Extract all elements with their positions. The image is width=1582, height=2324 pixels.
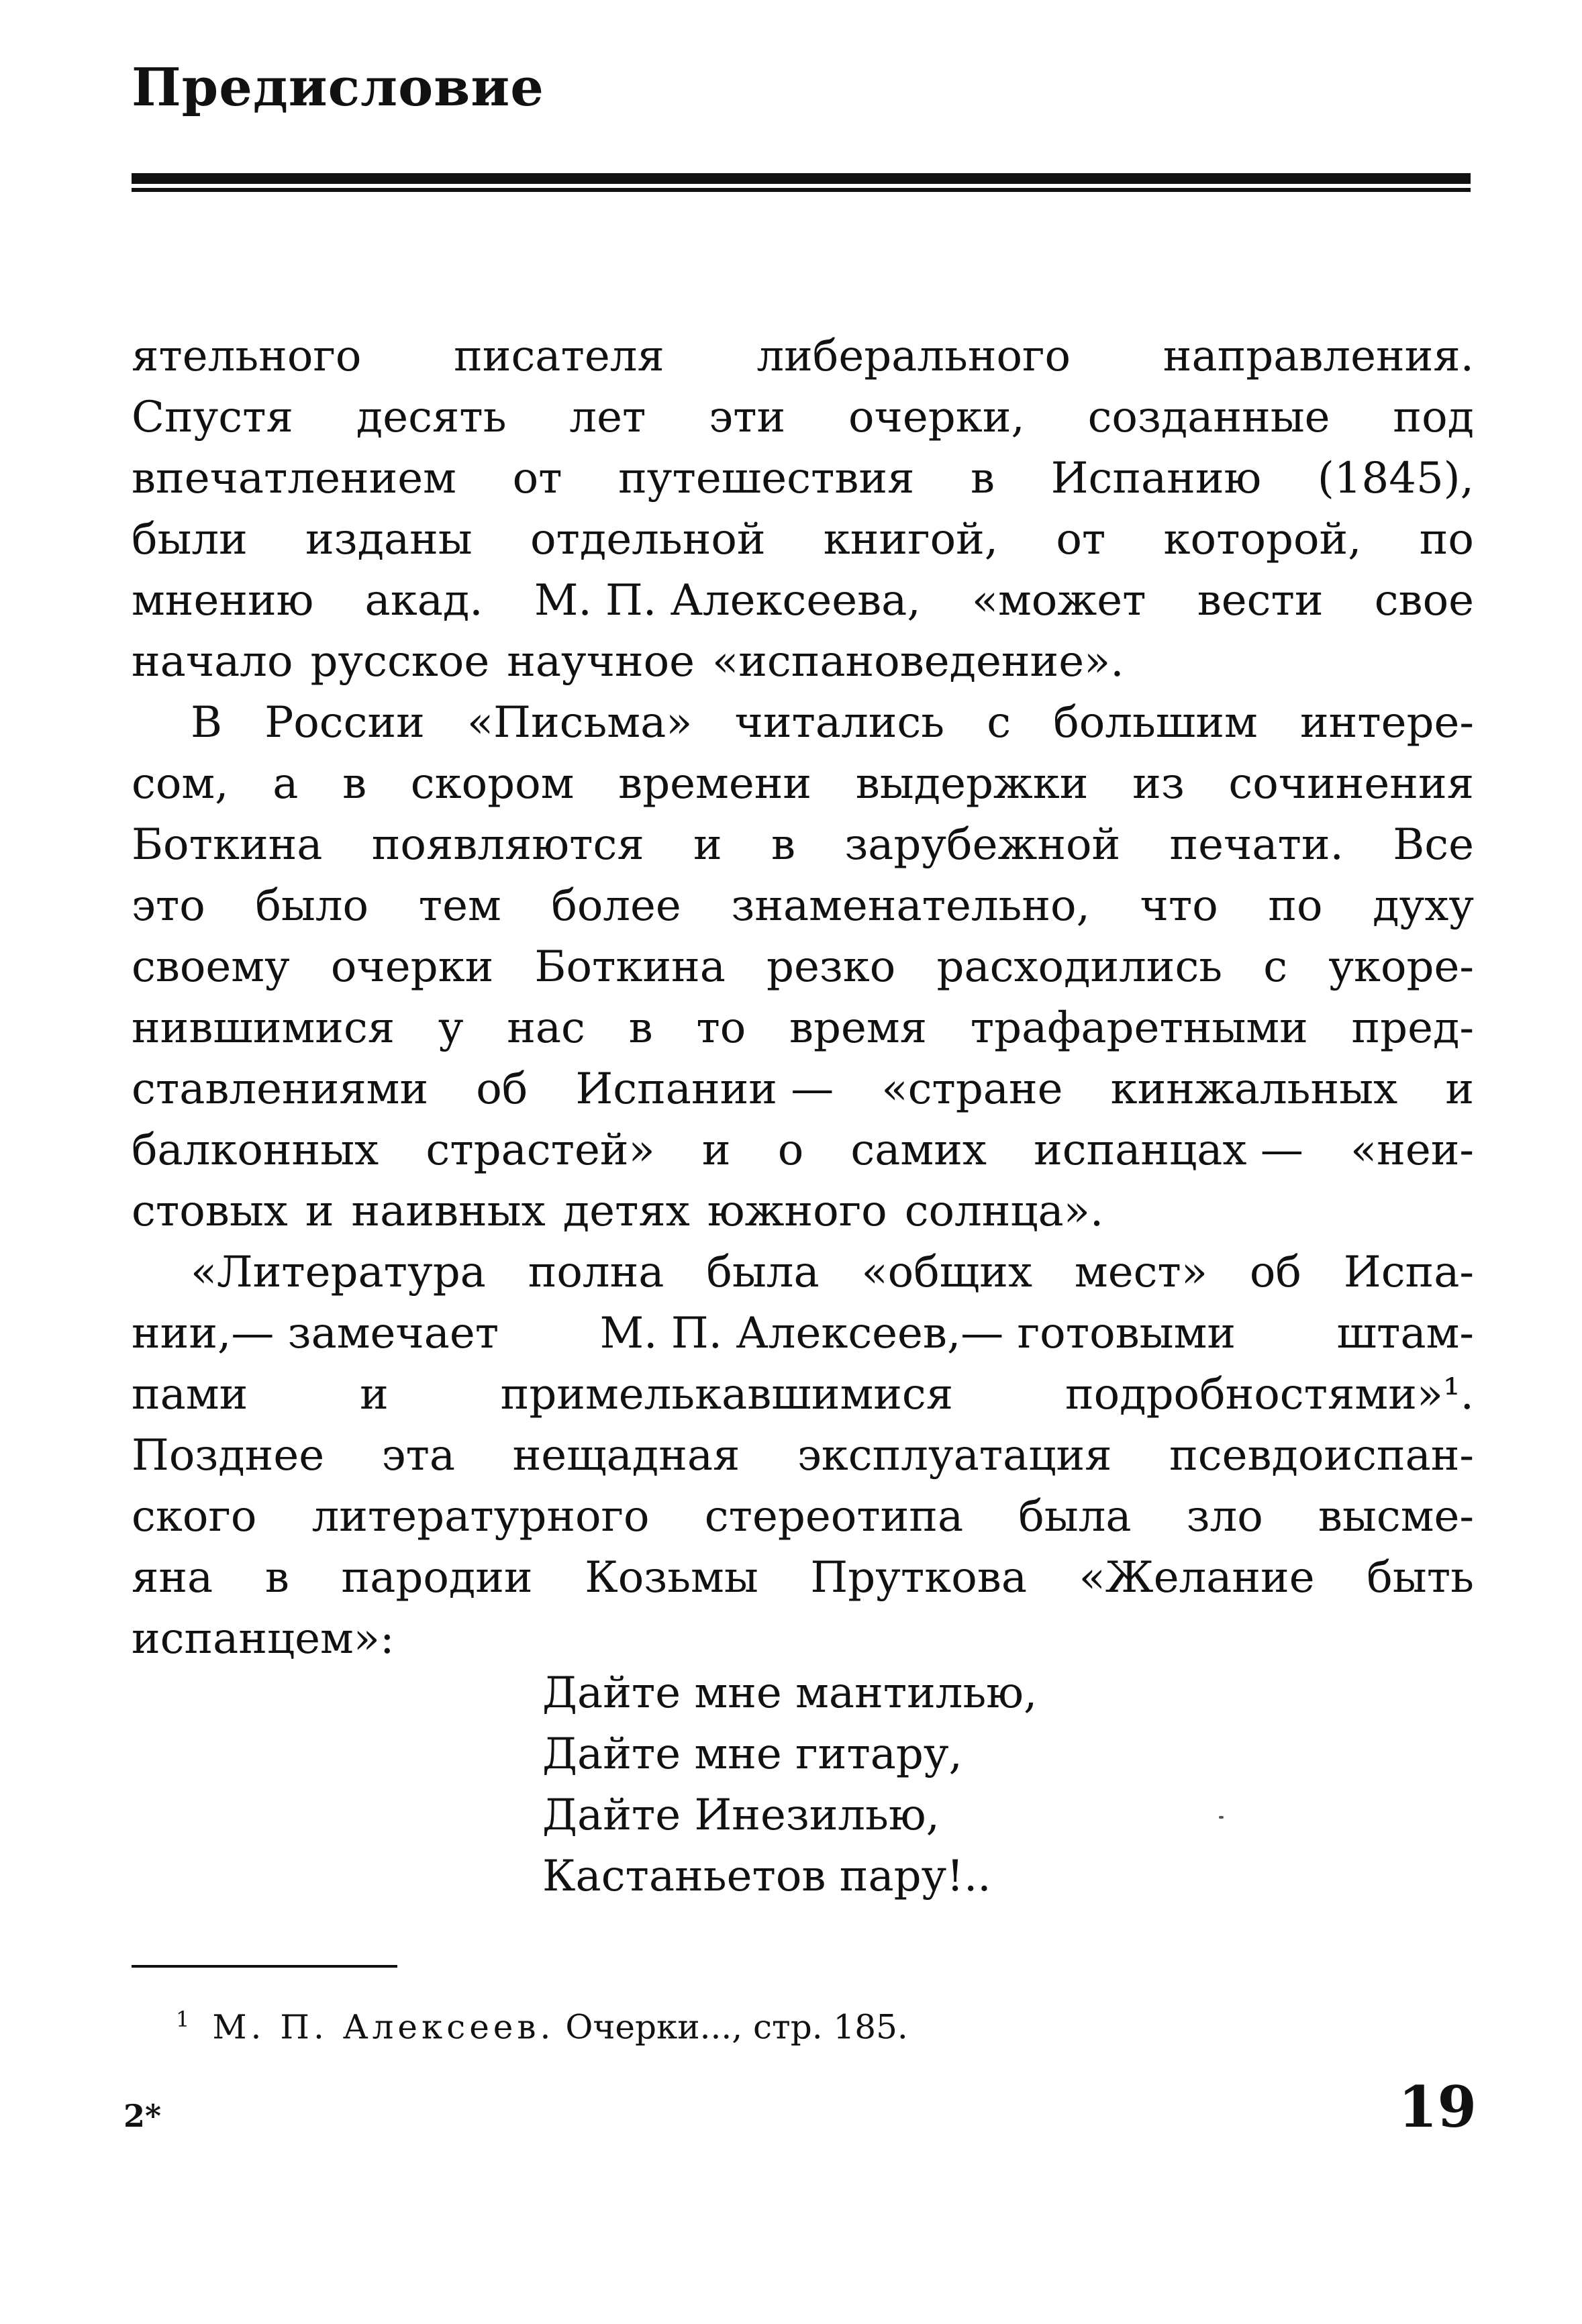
body-word: наивных — [351, 1186, 546, 1236]
body-word: русское — [310, 637, 490, 687]
body-word: была — [706, 1248, 820, 1297]
body-word: и — [1445, 1064, 1474, 1114]
header-rule-thin — [132, 188, 1471, 192]
body-word: нии,— замечает — [132, 1309, 499, 1358]
body-word: полна — [528, 1248, 664, 1297]
body-word: более — [551, 881, 681, 931]
body-word: сом, — [132, 759, 229, 809]
body-word: страстей» — [426, 1125, 655, 1175]
body-word: Боткина — [534, 942, 726, 992]
body-word: вести — [1197, 576, 1324, 625]
body-word: по — [1419, 515, 1474, 564]
body-word: от — [1056, 515, 1106, 564]
verse-quote — [542, 1663, 1037, 1907]
body-word: книгой, — [823, 515, 999, 564]
body-word: об — [1249, 1248, 1301, 1297]
body-word: было — [255, 881, 369, 931]
body-word: Испанию — [1050, 454, 1262, 503]
body-word: кинжальных — [1110, 1064, 1398, 1114]
body-word: что — [1140, 881, 1218, 931]
body-word: расходились — [936, 942, 1223, 992]
body-word: пародии — [341, 1553, 533, 1603]
body-word: появляются — [371, 820, 644, 870]
print-speck — [1219, 1816, 1224, 1819]
body-word: и — [360, 1370, 389, 1419]
body-word: изданы — [305, 515, 473, 564]
footnote-rule — [132, 1965, 397, 1968]
body-word: в — [628, 1003, 653, 1053]
body-word: либерального — [756, 332, 1071, 381]
body-word: читались — [734, 698, 945, 748]
body-word: отдельной — [530, 515, 766, 564]
body-word: была — [1018, 1492, 1132, 1542]
body-word: нас — [507, 1003, 585, 1053]
body-word: Позднее — [132, 1431, 325, 1480]
body-word: Козьмы — [585, 1553, 758, 1603]
body-word: укоре- — [1328, 942, 1474, 992]
body-word: трафаретными — [970, 1003, 1308, 1053]
body-word: «неи- — [1350, 1125, 1474, 1175]
body-line — [132, 876, 1474, 937]
body-word: «стране — [881, 1064, 1063, 1114]
body-line — [132, 570, 1474, 631]
body-word: эксплуатация — [797, 1431, 1112, 1480]
body-line — [132, 998, 1474, 1059]
body-word: научное — [507, 637, 695, 687]
body-word: выдержки — [855, 759, 1089, 809]
body-word: М. П. Алексеев,— готовыми — [599, 1309, 1236, 1358]
body-word: высме- — [1318, 1492, 1474, 1542]
body-line — [132, 937, 1474, 998]
body-word: большим — [1053, 698, 1258, 748]
body-word: «Письма» — [466, 698, 693, 748]
body-word: зло — [1186, 1492, 1263, 1542]
body-word: у — [438, 1003, 464, 1053]
body-word: «Желание — [1079, 1553, 1315, 1603]
body-word: впечатлением — [132, 454, 456, 503]
body-word: пред- — [1351, 1003, 1474, 1053]
body-word: очерки — [330, 942, 494, 992]
body-word: в — [264, 1553, 289, 1603]
body-word: южного — [707, 1186, 887, 1236]
body-word: из — [1132, 759, 1185, 809]
body-word: Испа- — [1343, 1248, 1474, 1297]
body-word: ятельного — [132, 332, 362, 381]
body-word: детях — [562, 1186, 690, 1236]
body-word: созданные — [1087, 393, 1330, 442]
body-line — [132, 1181, 1474, 1242]
body-line — [132, 1425, 1474, 1486]
body-word: (1845), — [1317, 454, 1474, 503]
body-word: лет — [569, 393, 646, 442]
body-word: время — [789, 1003, 927, 1053]
body-word: печати. — [1169, 820, 1344, 870]
body-word: очерки, — [848, 393, 1025, 442]
body-word: Спустя — [132, 393, 293, 442]
body-word: по — [1268, 881, 1323, 931]
body-word: интере- — [1299, 698, 1474, 748]
body-word: М. П. Алексеева, — [534, 576, 921, 625]
body-word: пами — [132, 1370, 248, 1419]
body-word: России — [264, 698, 425, 748]
body-text — [132, 326, 1474, 1670]
body-word: эта — [381, 1431, 456, 1480]
body-word: Боткина — [132, 820, 323, 870]
body-word: в — [971, 454, 995, 503]
body-word: «общих — [861, 1248, 1032, 1297]
body-word: мест» — [1074, 1248, 1207, 1297]
body-line — [132, 1059, 1474, 1120]
body-word: литературного — [311, 1492, 650, 1542]
body-word: времени — [618, 759, 811, 809]
body-word: писателя — [454, 332, 664, 381]
body-word: с — [1263, 942, 1288, 992]
body-word: с — [987, 698, 1011, 748]
body-line — [132, 815, 1474, 876]
body-word: стовых — [132, 1186, 288, 1236]
body-word: испанцах — — [1034, 1125, 1303, 1175]
footnote-mark: 1 — [176, 2007, 190, 2032]
body-word: свое — [1374, 576, 1474, 625]
body-line — [132, 1364, 1474, 1425]
body-line — [132, 387, 1474, 448]
body-word: акад. — [364, 576, 483, 625]
verse-line: Дайте Инезилью, — [542, 1790, 940, 1840]
body-word: балконных — [132, 1125, 379, 1175]
body-word: знаменательно, — [731, 881, 1090, 931]
body-line — [132, 1548, 1474, 1609]
body-word: путешествия — [618, 454, 915, 503]
body-word: «Литература — [191, 1248, 486, 1297]
page-number: 19 — [1398, 2074, 1477, 2140]
footnote-text: Очерки..., стр. 185. — [565, 2007, 908, 2047]
body-word: нещадная — [512, 1431, 740, 1480]
body-word: подробностями»¹. — [1065, 1370, 1474, 1419]
body-word: испанцем»: — [132, 1614, 395, 1664]
body-word: и — [693, 820, 722, 870]
verse-line: Кастаньетов пару!.. — [542, 1852, 991, 1901]
body-word: Испании — — [575, 1064, 834, 1114]
body-word: сочинения — [1228, 759, 1474, 809]
body-line — [132, 1242, 1474, 1303]
body-word: а — [273, 759, 299, 809]
body-word: ского — [132, 1492, 257, 1542]
body-word: эти — [709, 393, 786, 442]
body-word: и — [701, 1125, 731, 1175]
body-word: быть — [1367, 1553, 1474, 1603]
body-word: нившимися — [132, 1003, 395, 1053]
body-line — [132, 693, 1474, 754]
body-line — [132, 509, 1474, 570]
footnote — [176, 2007, 908, 2047]
body-word: стереотипа — [704, 1492, 964, 1542]
body-word: солнца». — [904, 1186, 1104, 1236]
verse-line: Дайте мне гитару, — [542, 1729, 962, 1779]
body-line — [132, 1303, 1474, 1364]
body-word: в — [771, 820, 796, 870]
body-word: под — [1393, 393, 1474, 442]
body-word: Все — [1393, 820, 1474, 870]
body-line — [132, 1120, 1474, 1181]
body-word: от — [512, 454, 562, 503]
body-word: резко — [767, 942, 896, 992]
body-word: штам- — [1336, 1309, 1474, 1358]
body-word: которой, — [1163, 515, 1362, 564]
body-word: мнению — [132, 576, 314, 625]
body-word: это — [132, 881, 205, 931]
body-word: то — [696, 1003, 746, 1053]
body-word: об — [476, 1064, 528, 1114]
body-word: Пруткова — [810, 1553, 1027, 1603]
body-word: были — [132, 515, 248, 564]
body-line — [132, 326, 1474, 387]
body-word: ставлениями — [132, 1064, 429, 1114]
body-word: своему — [132, 942, 290, 992]
signature-mark: 2* — [123, 2098, 162, 2134]
body-line — [132, 754, 1474, 815]
body-word: направления. — [1163, 332, 1474, 381]
body-line — [132, 1609, 1474, 1670]
body-word: и — [305, 1186, 334, 1236]
body-line — [132, 1486, 1474, 1548]
body-word: скором — [410, 759, 575, 809]
body-line — [132, 448, 1474, 509]
body-word: духу — [1373, 881, 1474, 931]
body-line — [132, 631, 1474, 693]
body-word: яна — [132, 1553, 213, 1603]
body-word: псевдоиспан- — [1169, 1431, 1474, 1480]
verse-line: Дайте мне мантилью, — [542, 1668, 1038, 1718]
body-word: о — [777, 1125, 804, 1175]
body-word: зарубежной — [844, 820, 1121, 870]
header-rule-thick — [132, 173, 1471, 184]
running-header-title: Предисловие — [132, 57, 544, 118]
body-word: примелькавшимися — [500, 1370, 954, 1419]
body-word: «испановедение». — [712, 637, 1124, 687]
body-word: В — [191, 698, 223, 748]
body-word: в — [342, 759, 367, 809]
body-word: десять — [356, 393, 507, 442]
body-word: начало — [132, 637, 293, 687]
body-word: самих — [850, 1125, 987, 1175]
body-word: «может — [971, 576, 1146, 625]
footnote-author: М. П. Алексеев. — [212, 2007, 555, 2047]
body-word: тем — [418, 881, 501, 931]
